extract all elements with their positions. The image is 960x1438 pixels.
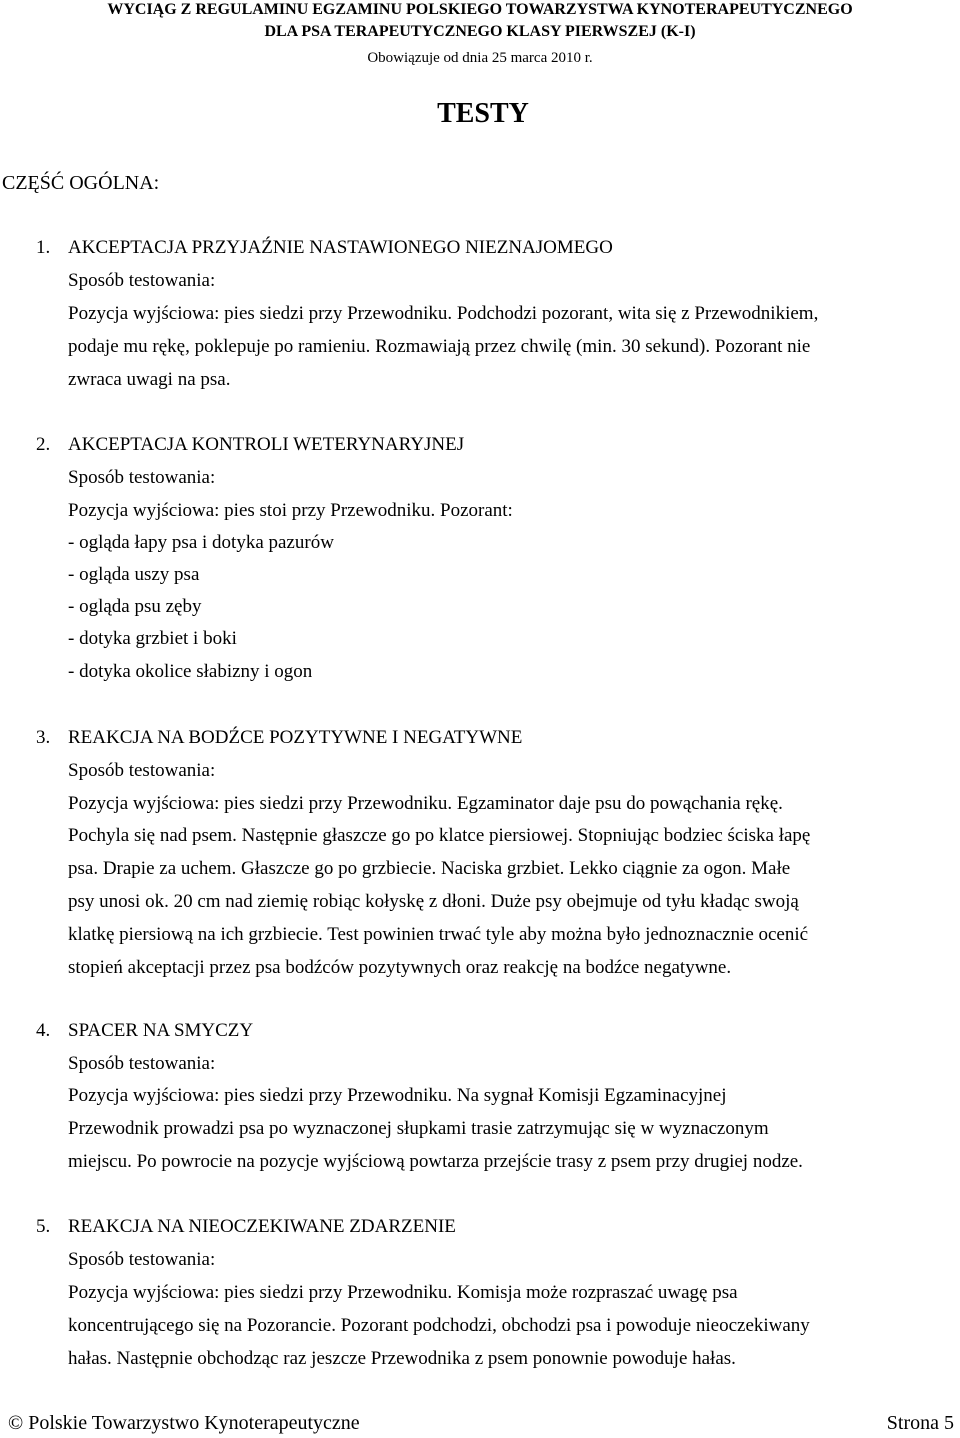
test-list-item: - dotyka grzbiet i boki xyxy=(68,628,237,649)
test-text-line: stopień akceptacji przez psa bodźców pozytywnych oraz reakcję na bodźce negatywne. xyxy=(68,957,732,978)
footer-copyright: © Polskie Towarzystwo Kynoterapeutyczne xyxy=(8,1412,360,1434)
test-text-line: Pozycja wyjściowa: pies siedzi przy Przewodniku. Podchodzi pozorant, wita się z Przewodnikiem, xyxy=(68,303,819,324)
test-text-line: koncentrującego się na Pozorancie. Pozorant podchodzi, obchodzi psa i powoduje nieoczekiwany xyxy=(68,1315,810,1336)
test-text-line: miejscu. Po powrocie na pozycje wyjściową powtarza przejście trasy z psem przy drugiej nodze. xyxy=(68,1151,803,1172)
test-heading: AKCEPTACJA PRZYJAŹNIE NASTAWIONEGO NIEZNAJOMEGO xyxy=(68,237,613,258)
test-list-item: - dotyka okolice słabizny i ogon xyxy=(68,661,313,682)
header-line-2: DLA PSA TERAPEUTYCZNEGO KLASY PIERWSZEJ (K-I) xyxy=(264,23,696,40)
test-number: 2. xyxy=(36,434,51,455)
test-text-line: psy unosi ok. 20 cm nad ziemię robiąc kołyskę z dłoni. Duże psy obejmuje od tyłu kładąc swoją xyxy=(68,891,799,912)
footer-page-number: Strona 5 xyxy=(886,1412,954,1434)
method-label: Sposób testowania: xyxy=(68,1053,216,1074)
method-label: Sposób testowania: xyxy=(68,1249,216,1270)
test-text-line: Pozycja wyjściowa: pies stoi przy Przewodniku. Pozorant: xyxy=(68,500,513,521)
test-text-line: Pozycja wyjściowa: pies siedzi przy Przewodniku. Na sygnał Komisji Egzaminacyjnej xyxy=(68,1085,727,1106)
header-effective-date: Obowiązuje od dnia 25 marca 2010 r. xyxy=(367,50,593,66)
test-text-line: Pozycja wyjściowa: pies siedzi przy Przewodniku. Komisja może rozpraszać uwagę psa xyxy=(68,1282,738,1303)
test-number: 3. xyxy=(36,727,51,748)
test-number: 4. xyxy=(36,1020,51,1041)
test-number: 1. xyxy=(36,237,51,258)
test-text-line: Pozycja wyjściowa: pies siedzi przy Przewodniku. Egzaminator daje psu do powąchania rękę. xyxy=(68,793,783,814)
test-text-line: klatkę piersiową na ich grzbiecie. Test powinien trwać tyle aby można było jednoznacznie ocenić xyxy=(68,924,809,945)
test-text-line: hałas. Następnie obchodząc raz jeszcze Przewodnika z psem ponownie powoduje hałas. xyxy=(68,1348,736,1369)
test-heading: AKCEPTACJA KONTROLI WETERYNARYJNEJ xyxy=(68,434,465,455)
test-text-line: psa. Drapie za uchem. Głaszcze go po grzbiecie. Naciska grzbiet. Lekko ciągnie za ogon. Małe xyxy=(68,858,791,879)
header-line-1: WYCIĄG Z REGULAMINU EGZAMINU POLSKIEGO TOWARZYSTWA KYNOTERAPEUTYCZNEGO xyxy=(107,1,853,18)
method-label: Sposób testowania: xyxy=(68,760,216,781)
page-title: TESTY xyxy=(437,98,529,129)
method-label: Sposób testowania: xyxy=(68,270,216,291)
test-text-line: podaje mu rękę, poklepuje po ramieniu. Rozmawiają przez chwilę (min. 30 sekund). Pozorant nie xyxy=(68,336,811,357)
test-heading: SPACER NA SMYCZY xyxy=(68,1020,254,1041)
test-text-line: Przewodnik prowadzi psa po wyznaczonej słupkami trasie zatrzymując się w wyznaczonym xyxy=(68,1118,769,1139)
test-list-item: - ogląda psu zęby xyxy=(68,596,202,617)
method-label: Sposób testowania: xyxy=(68,467,216,488)
section-heading: CZĘŚĆ OGÓLNA: xyxy=(2,172,160,194)
test-heading: REAKCJA NA NIEOCZEKIWANE ZDARZENIE xyxy=(68,1216,456,1237)
test-text-line: zwraca uwagi na psa. xyxy=(68,369,231,390)
test-list-item: - ogląda uszy psa xyxy=(68,564,200,585)
test-heading: REAKCJA NA BODŹCE POZYTYWNE I NEGATYWNE xyxy=(68,727,523,748)
test-list-item: - ogląda łapy psa i dotyka pazurów xyxy=(68,532,334,553)
test-number: 5. xyxy=(36,1216,51,1237)
test-text-line: Pochyla się nad psem. Następnie głaszcze go po klatce piersiowej. Stopniując bodziec ściska łapę xyxy=(68,825,811,846)
